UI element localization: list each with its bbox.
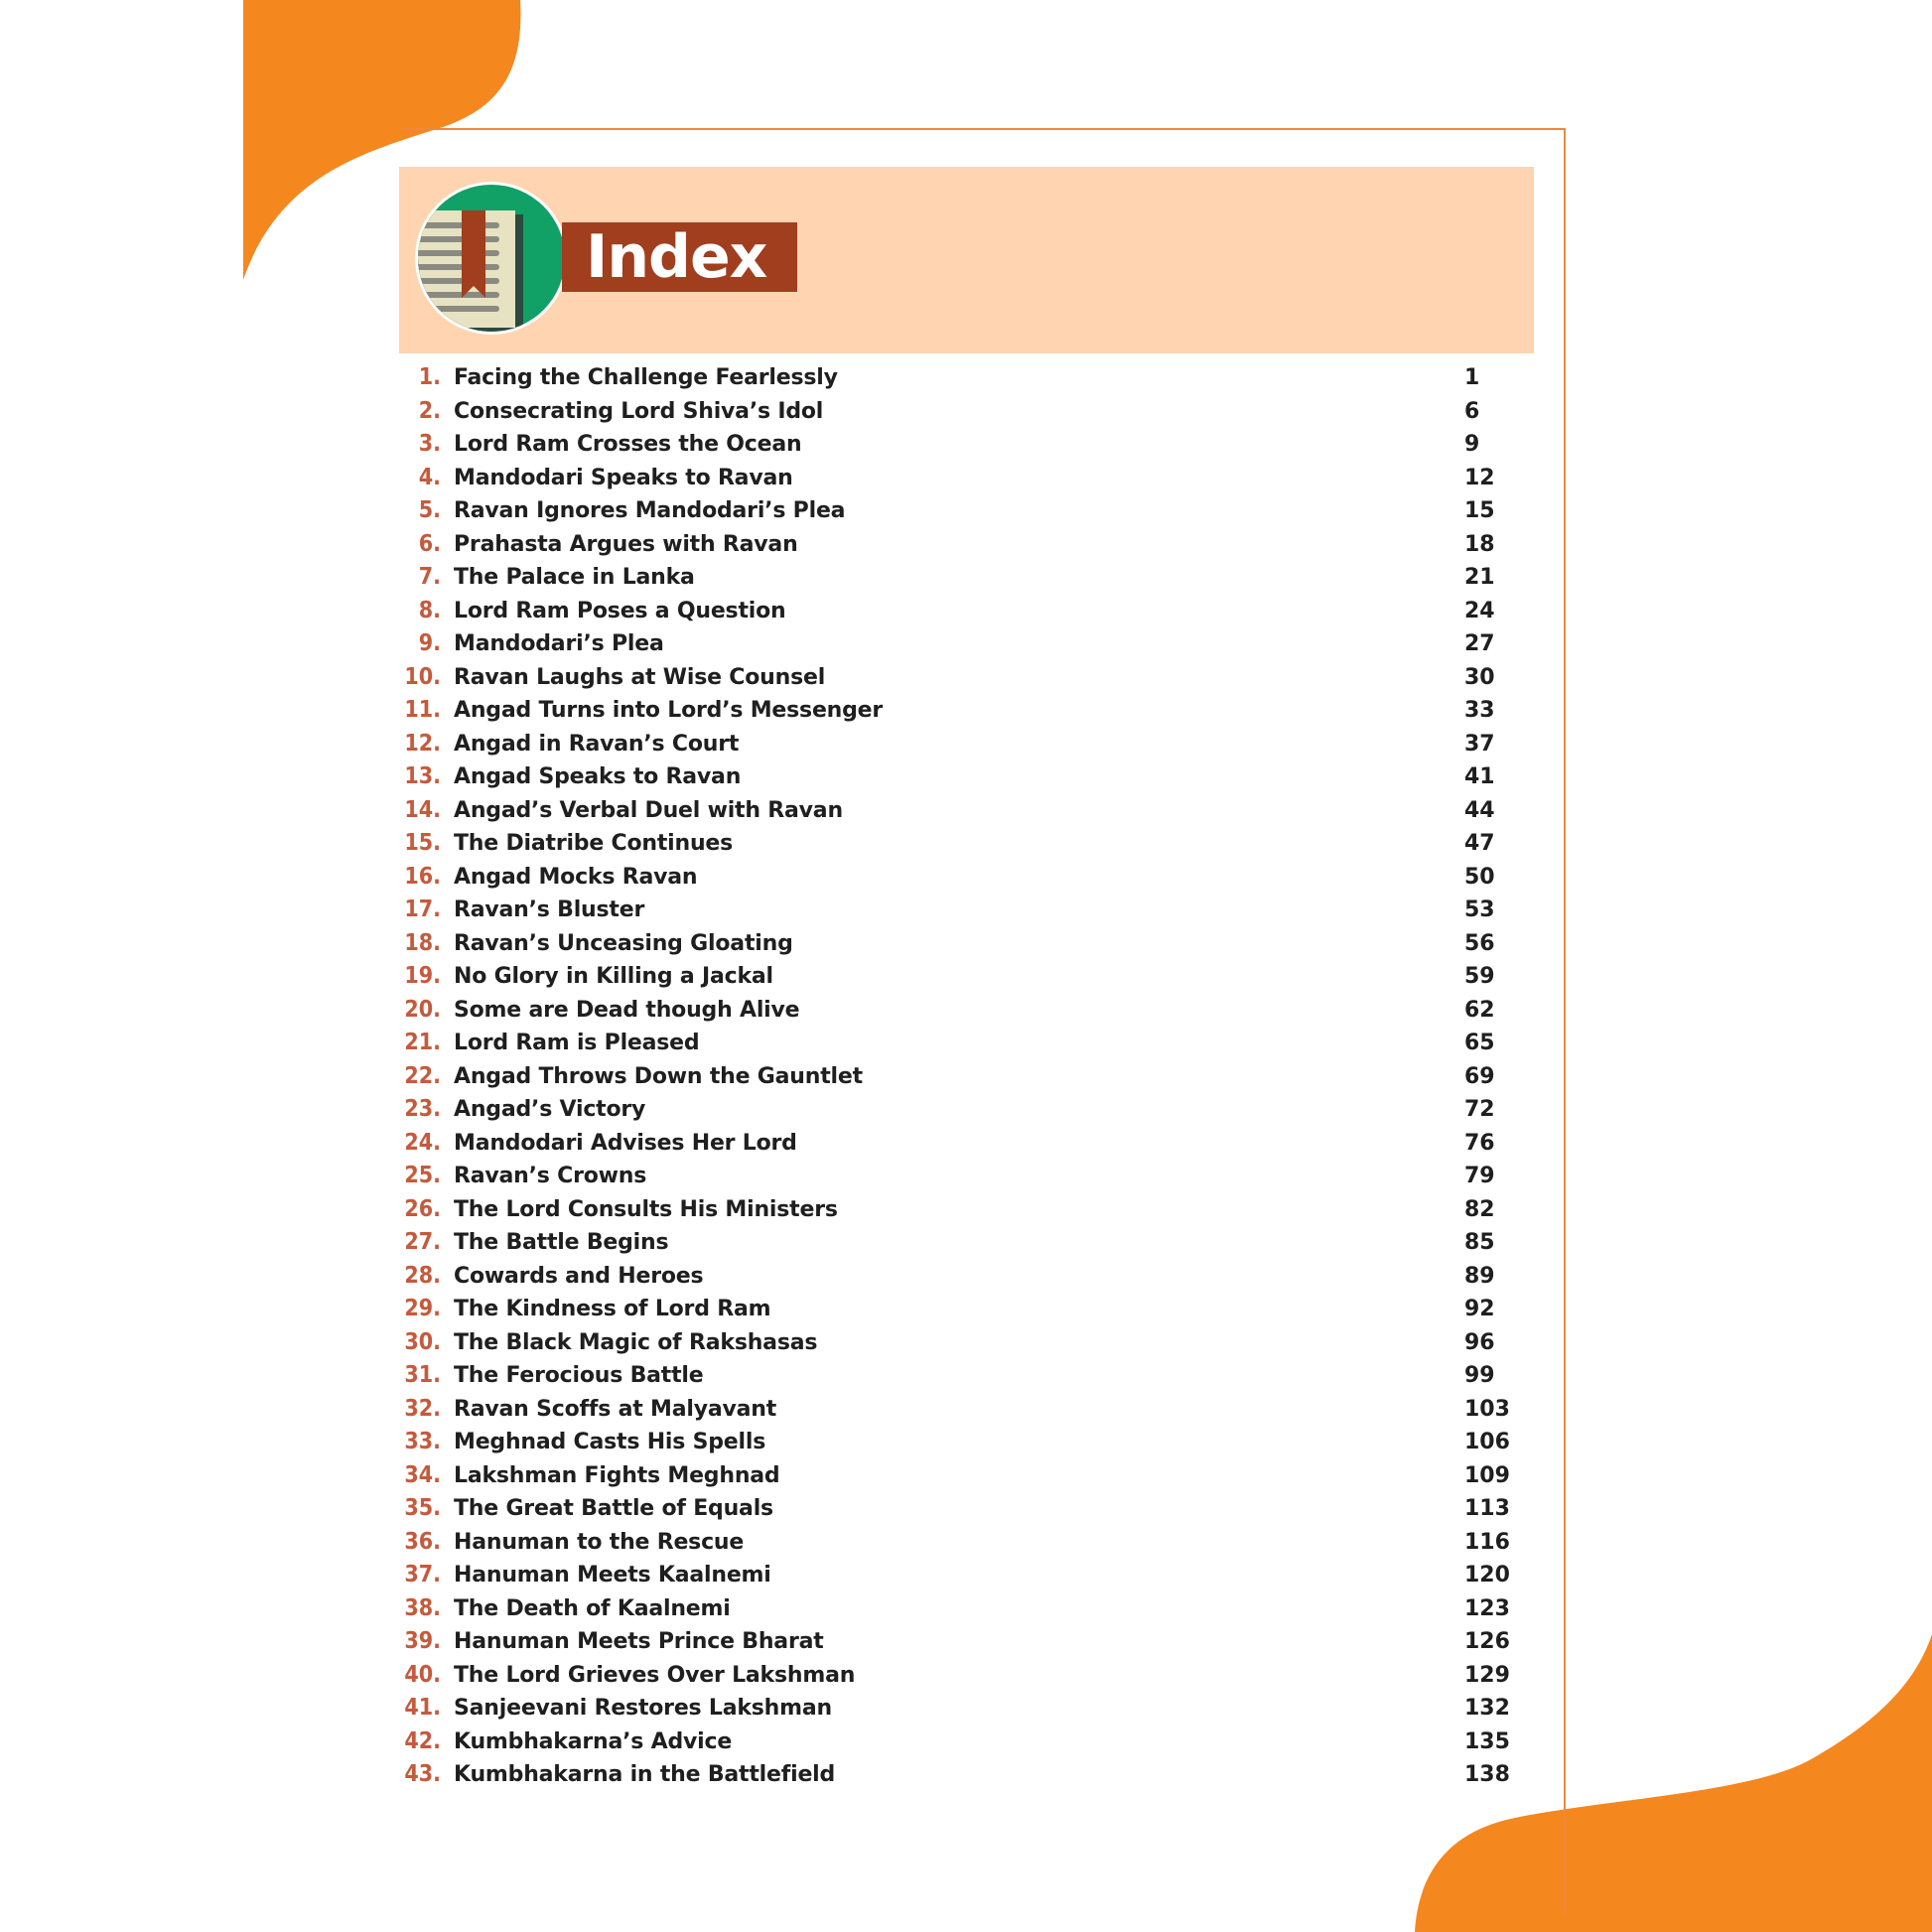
index-entry: [397, 428, 1529, 462]
entry-number: 15.: [404, 830, 441, 856]
entry-title: Lord Ram Poses a Question: [454, 598, 786, 623]
entry-number: 28.: [404, 1262, 441, 1289]
entry-page-number: 1: [1464, 365, 1480, 390]
index-entry: [397, 1027, 1529, 1060]
entry-title: The Lord Consults His Ministers: [454, 1196, 838, 1222]
entry-page-number: 33: [1464, 698, 1495, 723]
entry-number: 22.: [404, 1062, 441, 1089]
index-entry: [397, 595, 1529, 628]
entry-title: Lakshman Fights Meghnad: [454, 1462, 780, 1488]
entry-number: 11.: [404, 697, 441, 723]
index-entry: [397, 1393, 1529, 1427]
entry-number: 3.: [418, 431, 441, 457]
entry-title: Mandodari Advises Her Lord: [454, 1130, 797, 1156]
entry-title: The Diatribe Continues: [454, 831, 734, 856]
entry-number: 8.: [418, 597, 441, 623]
entry-page-number: 21: [1464, 565, 1495, 590]
index-entry: [397, 1625, 1529, 1659]
entry-title: Facing the Challenge Fearlessly: [454, 365, 838, 390]
entry-page-number: 65: [1464, 1031, 1495, 1055]
entry-number: 1.: [418, 364, 441, 390]
index-list: [397, 361, 1529, 1792]
entry-page-number: 15: [1464, 498, 1495, 523]
entry-page-number: 56: [1464, 930, 1495, 956]
index-entry: [397, 1093, 1529, 1127]
entry-page-number: 92: [1464, 1297, 1495, 1321]
entry-number: 26.: [404, 1195, 441, 1222]
entry-title: Hanuman Meets Prince Bharat: [454, 1629, 824, 1654]
entry-number: 20.: [404, 996, 441, 1023]
entry-number: 33.: [404, 1429, 441, 1454]
index-entry: [397, 528, 1529, 562]
entry-number: 36.: [404, 1528, 441, 1555]
entry-title: Ravan Scoffs at Malyavant: [454, 1396, 777, 1422]
entry-page-number: 132: [1464, 1696, 1510, 1721]
entry-title: Kumbhakarna in the Battlefield: [454, 1762, 836, 1787]
index-entry: [397, 994, 1529, 1028]
entry-number: 23.: [404, 1096, 441, 1122]
entry-page-number: 82: [1464, 1196, 1495, 1222]
index-entry: [397, 1060, 1529, 1094]
entry-page-number: 109: [1464, 1462, 1510, 1488]
entry-title: Mandodari’s Plea: [454, 631, 664, 656]
entry-number: 13.: [404, 763, 441, 789]
index-entry: [397, 1692, 1529, 1725]
index-entry: [397, 1426, 1529, 1459]
entry-number: 2.: [418, 397, 441, 424]
entry-title: Consecrating Lord Shiva’s Idol: [454, 398, 824, 424]
entry-page-number: 12: [1464, 465, 1495, 490]
entry-number: 17.: [404, 897, 441, 922]
entry-page-number: 6: [1464, 398, 1480, 424]
entry-title: Ravan Laughs at Wise Counsel: [454, 664, 826, 690]
index-entry: [397, 960, 1529, 994]
entry-number: 12.: [404, 730, 441, 757]
entry-title: The Ferocious Battle: [454, 1363, 704, 1388]
entry-number: 34.: [404, 1461, 441, 1488]
index-entry: [397, 561, 1529, 595]
entry-page-number: 120: [1464, 1563, 1510, 1587]
entry-title: Ravan’s Crowns: [454, 1164, 647, 1188]
index-entry: [397, 1359, 1529, 1393]
entry-page-number: 30: [1464, 664, 1495, 690]
entry-number: 38.: [404, 1594, 441, 1621]
entry-page-number: 79: [1464, 1164, 1495, 1188]
entry-page-number: 76: [1464, 1130, 1495, 1156]
entry-number: 30.: [404, 1328, 441, 1355]
entry-number: 4.: [418, 464, 441, 490]
entry-page-number: 53: [1464, 897, 1495, 922]
index-entry: [397, 1226, 1529, 1260]
entry-number: 14.: [404, 796, 441, 823]
entry-page-number: 123: [1464, 1595, 1510, 1621]
index-entry: [397, 661, 1529, 695]
entry-title: The Kindness of Lord Ram: [454, 1297, 771, 1321]
entry-number: 31.: [404, 1362, 441, 1388]
book-bookmark-icon: [412, 179, 571, 338]
entry-number: 43.: [404, 1761, 441, 1787]
entry-page-number: 85: [1464, 1230, 1495, 1255]
index-entry: [397, 861, 1529, 895]
index-entry: [397, 1592, 1529, 1626]
entry-page-number: 116: [1464, 1529, 1510, 1555]
entry-page-number: 69: [1464, 1063, 1495, 1089]
entry-number: 40.: [404, 1661, 441, 1688]
entry-page-number: 59: [1464, 964, 1495, 989]
entry-title: Ravan’s Unceasing Gloating: [454, 930, 793, 956]
index-entry: [397, 694, 1529, 728]
entry-page-number: 99: [1464, 1363, 1495, 1388]
entry-title: Angad Speaks to Ravan: [454, 764, 742, 789]
entry-page-number: 113: [1464, 1496, 1510, 1521]
index-entry: [397, 927, 1529, 961]
entry-number: 29.: [404, 1296, 441, 1321]
entry-page-number: 72: [1464, 1097, 1495, 1122]
index-entry: [397, 1160, 1529, 1193]
entry-number: 7.: [418, 564, 441, 590]
entry-title: The Black Magic of Rakshasas: [454, 1329, 818, 1355]
index-entry: [397, 728, 1529, 761]
entry-page-number: 44: [1464, 797, 1495, 823]
index-entry: [397, 1559, 1529, 1592]
entry-number: 19.: [404, 963, 441, 989]
page-title: Index: [586, 222, 767, 292]
entry-title: Angad’s Verbal Duel with Ravan: [454, 797, 843, 823]
entry-title: Mandodari Speaks to Ravan: [454, 465, 793, 490]
entry-title: Angad in Ravan’s Court: [454, 731, 740, 757]
entry-title: Hanuman Meets Kaalnemi: [454, 1563, 771, 1587]
index-entry: [397, 1293, 1529, 1326]
entry-number: 25.: [404, 1163, 441, 1188]
entry-number: 5.: [418, 497, 441, 523]
entry-number: 41.: [404, 1695, 441, 1721]
entry-page-number: 37: [1464, 731, 1495, 757]
entry-title: Kumbhakarna’s Advice: [454, 1728, 733, 1754]
entry-title: The Death of Kaalnemi: [454, 1595, 731, 1621]
entry-number: 21.: [404, 1030, 441, 1055]
entry-page-number: 47: [1464, 831, 1495, 856]
entry-page-number: 96: [1464, 1329, 1495, 1355]
entry-title: Ravan’s Bluster: [454, 897, 645, 922]
entry-number: 18.: [404, 929, 441, 956]
entry-title: The Battle Begins: [454, 1230, 669, 1255]
entry-page-number: 103: [1464, 1396, 1510, 1422]
entry-title: Sanjeevani Restores Lakshman: [454, 1696, 832, 1721]
entry-number: 37.: [404, 1562, 441, 1587]
entry-page-number: 138: [1464, 1762, 1510, 1787]
entry-title: Hanuman to the Rescue: [454, 1529, 745, 1555]
index-entry: [397, 1659, 1529, 1693]
entry-page-number: 18: [1464, 531, 1495, 557]
index-entry: [397, 760, 1529, 794]
entry-number: 39.: [404, 1628, 441, 1654]
index-entry: [397, 494, 1529, 528]
entry-title: Some are Dead though Alive: [454, 997, 800, 1023]
entry-page-number: 126: [1464, 1629, 1510, 1654]
index-entry: [397, 1127, 1529, 1161]
entry-page-number: 24: [1464, 598, 1495, 623]
entry-number: 35.: [404, 1495, 441, 1521]
entry-title: The Great Battle of Equals: [454, 1496, 773, 1521]
index-entry: [397, 1725, 1529, 1759]
entry-title: Angad Mocks Ravan: [454, 864, 698, 890]
entry-title: The Palace in Lanka: [454, 565, 695, 590]
entry-number: 27.: [404, 1229, 441, 1255]
index-entry: [397, 827, 1529, 861]
entry-title: Ravan Ignores Mandodari’s Plea: [454, 498, 846, 523]
index-entry: [397, 361, 1529, 395]
index-entry: [397, 1758, 1529, 1792]
entry-title: Cowards and Heroes: [454, 1263, 704, 1289]
index-entry: [397, 1459, 1529, 1493]
entry-page-number: 135: [1464, 1728, 1510, 1754]
index-entry: [397, 395, 1529, 429]
entry-number: 16.: [404, 863, 441, 890]
entry-title: Angad Throws Down the Gauntlet: [454, 1063, 863, 1089]
entry-number: 32.: [404, 1395, 441, 1422]
entry-title: Lord Ram Crosses the Ocean: [454, 432, 802, 457]
entry-page-number: 50: [1464, 864, 1495, 890]
entry-title: Lord Ram is Pleased: [454, 1031, 700, 1055]
entry-page-number: 27: [1464, 631, 1495, 656]
index-entry: [397, 1326, 1529, 1360]
entry-title: Meghnad Casts His Spells: [454, 1430, 766, 1454]
index-entry: [397, 627, 1529, 661]
index-entry: [397, 1492, 1529, 1526]
entry-page-number: 129: [1464, 1662, 1510, 1688]
index-entry: [397, 1260, 1529, 1294]
entry-title: Angad’s Victory: [454, 1097, 646, 1122]
entry-number: 6.: [418, 530, 441, 557]
index-entry: [397, 894, 1529, 927]
entry-number: 24.: [404, 1129, 441, 1156]
index-entry: [397, 462, 1529, 495]
entry-title: The Lord Grieves Over Lakshman: [454, 1662, 856, 1688]
entry-title: No Glory in Killing a Jackal: [454, 964, 773, 989]
entry-page-number: 9: [1464, 432, 1480, 457]
index-entry: [397, 1526, 1529, 1560]
index-entry: [397, 1193, 1529, 1227]
entry-title: Angad Turns into Lord’s Messenger: [454, 698, 884, 723]
entry-title: Prahasta Argues with Ravan: [454, 531, 798, 557]
entry-page-number: 89: [1464, 1263, 1495, 1289]
entry-page-number: 41: [1464, 764, 1495, 789]
entry-page-number: 106: [1464, 1430, 1510, 1454]
index-entry: [397, 794, 1529, 828]
entry-number: 10.: [404, 663, 441, 690]
entry-number: 9.: [418, 630, 441, 656]
entry-page-number: 62: [1464, 997, 1495, 1023]
entry-number: 42.: [404, 1727, 441, 1754]
